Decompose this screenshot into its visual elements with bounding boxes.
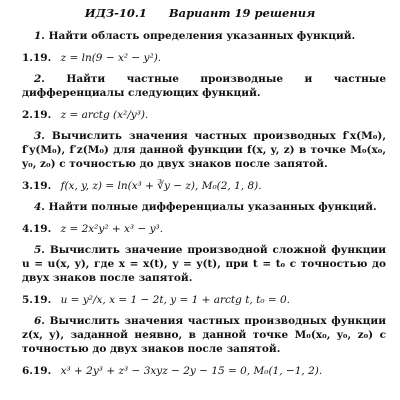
problem-line: [22, 364, 386, 378]
document-header: [14, 4, 386, 22]
task-statement: Вычислить значение производной сложной функции u = u(x, y), где x = x(t), y = y(t), при t = t₀ с точностью до двух знаков после запятой.: [22, 244, 387, 284]
problem-expression: u = y²/x, x = 1 − 2t, y = 1 + arctg t, t₀ = 0.: [60, 294, 291, 306]
task-statement: Вычислить значения частных производных f′x(M₀), f′y(M₀), f′z(M₀) для данной функции f(x, y, z) в точке M₀(x₀, y₀, z₀) с точностью до двух знаков после запятой.: [22, 130, 386, 170]
problem-line: [22, 222, 386, 236]
problem-expression: x³ + 2y³ + z³ − 3xyz − 2y − 15 = 0, M₀(1, −1, 2).: [60, 365, 323, 377]
task-4: [22, 200, 386, 236]
problem-number: 1.19.: [22, 52, 52, 64]
problem-line: [22, 293, 386, 307]
problem-line: [22, 51, 386, 65]
task-5: [22, 243, 386, 307]
task-number: 4.: [34, 201, 45, 213]
problem-expression: f(x, y, z) = ln(x³ + ∛y − z), M₀(2, 1, 8).: [60, 180, 262, 192]
task-2: [22, 72, 386, 122]
problem-expression: z = 2x²y² + x³ − y³.: [60, 223, 164, 235]
task-number: 6.: [34, 315, 45, 327]
problem-line: [22, 179, 386, 193]
document-title: ИДЗ-10.1: [84, 6, 147, 20]
task-statement: Вычислить значения частных производных функции z(x, y), заданной неявно, в данной точке M₀(x₀, y₀, z₀) с точностью до двух знаков после запятой.: [22, 315, 387, 355]
task-6: [22, 314, 386, 378]
task-number: 1.: [34, 30, 45, 42]
problem-number: 2.19.: [22, 109, 52, 121]
problem-line: [22, 108, 386, 122]
task-number: 2.: [34, 73, 45, 85]
variant-label: Вариант 19 решения: [168, 6, 316, 20]
task-statement: Найти область определения указанных функций.: [48, 30, 356, 42]
task-1: [22, 29, 386, 65]
problem-number: 5.19.: [22, 294, 52, 306]
problem-number: 4.19.: [22, 223, 52, 235]
problem-number: 3.19.: [22, 180, 52, 192]
task-3: [22, 129, 386, 193]
task-number: 3.: [34, 130, 45, 142]
problem-expression: z = arctg (x²/y³).: [60, 109, 149, 121]
task-statement: Найти частные производные и частные дифференциалы следующих функций.: [22, 73, 387, 99]
task-number: 5.: [34, 244, 45, 256]
problem-number: 6.19.: [22, 365, 52, 377]
task-statement: Найти полные дифференциалы указанных функций.: [48, 201, 377, 213]
problem-expression: z = ln(9 − x² − y²).: [60, 52, 162, 64]
